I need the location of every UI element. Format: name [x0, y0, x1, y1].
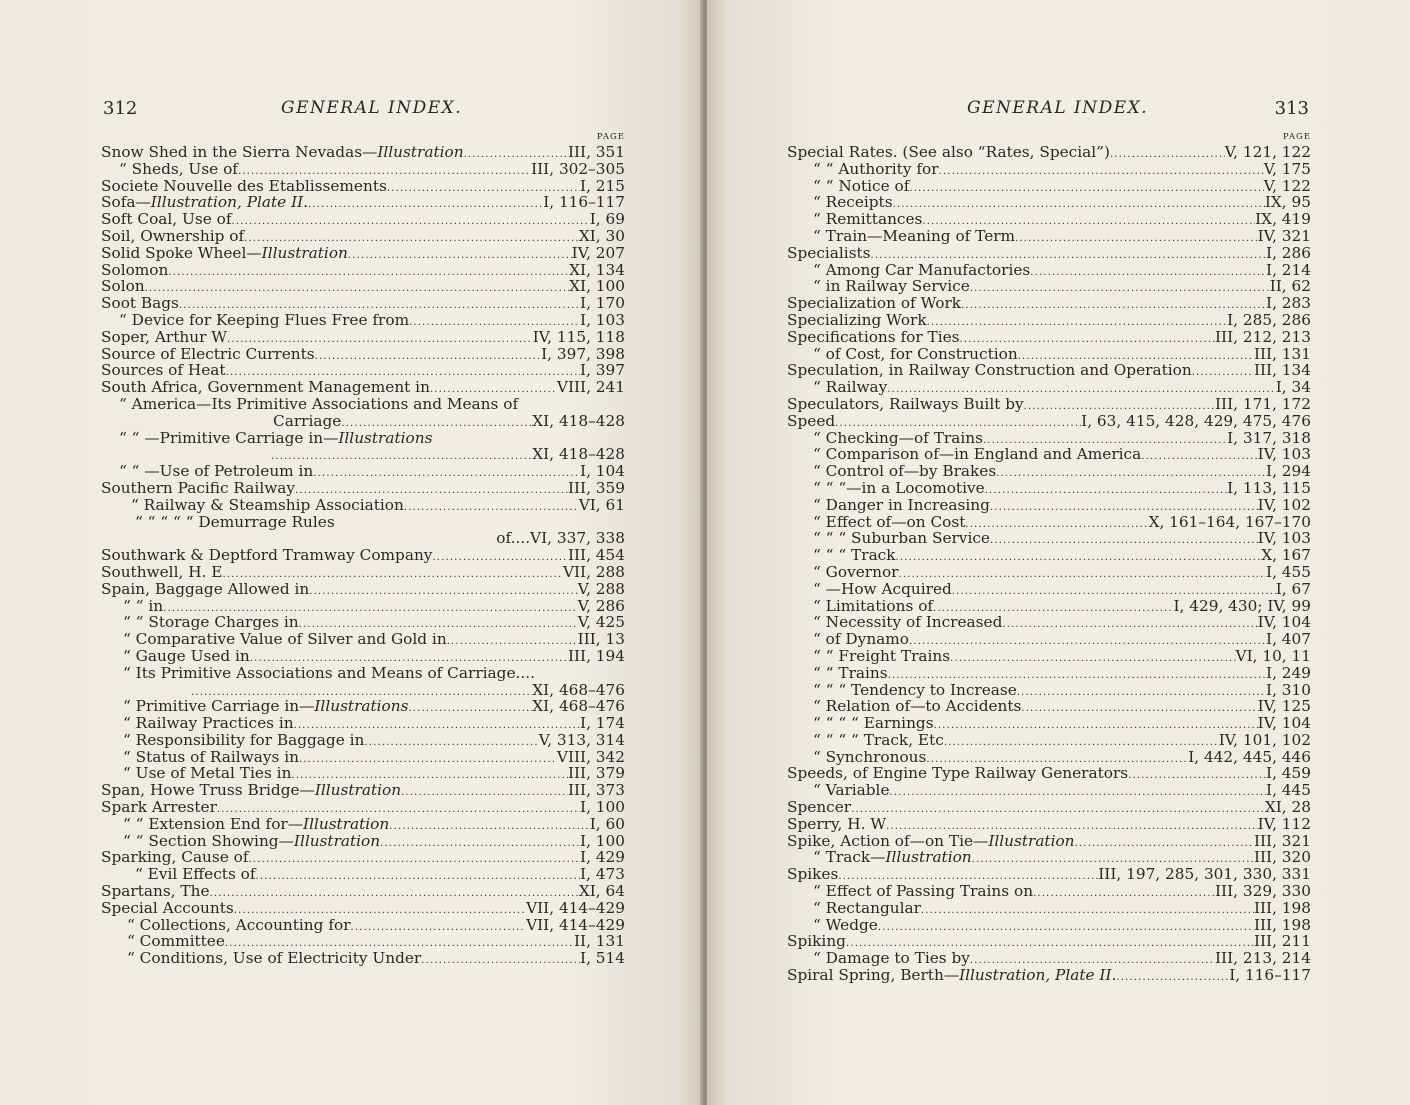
entry-term: Special Accounts [101, 898, 234, 917]
entry-term: Southern Pacific Railway [101, 478, 296, 497]
index-entry [787, 463, 1311, 480]
running-title: GENERAL INDEX. [967, 98, 1149, 118]
entry-term: “ Effect of—on Cost [813, 512, 966, 531]
entry-reference: III, 211 [1253, 932, 1311, 951]
index-entry [787, 295, 1311, 312]
entry-term: “ Relation of—to Accidents [813, 697, 1022, 716]
index-entry [787, 379, 1311, 396]
entry-term: “ —How Acquired [813, 579, 952, 598]
entry-term: Snow Shed in the Sierra Nevadas—Illustration [101, 143, 464, 161]
entry-term: “ Primitive Carriage in—Illustrations [123, 697, 409, 716]
entry-term: “ “ in [123, 596, 164, 615]
index-entry [101, 547, 625, 564]
entry-reference: I, 459 [1266, 764, 1311, 783]
entry-term: Soot Bags [101, 294, 179, 313]
left-page [0, 0, 703, 1105]
index-entry [787, 765, 1311, 782]
entry-term: “ Comparative Value of Silver and Gold in [123, 630, 447, 649]
index-entry [787, 413, 1311, 430]
running-title: GENERAL INDEX. [281, 98, 463, 118]
entry-reference: III, 213, 214 [1215, 949, 1311, 968]
entry-term: “ Rectangular [813, 898, 921, 917]
entry-term: “ Limitations of [813, 596, 934, 615]
entry-term: “ “ Trains [813, 663, 888, 682]
entry-reference: I, 473 [580, 865, 625, 884]
entry-term: “ Track—Illustration [813, 848, 972, 867]
index-entry [101, 933, 625, 950]
entry-reference: III, 197, 285, 301, 330, 331 [1098, 865, 1311, 884]
entry-term: Spartans, The [101, 882, 210, 901]
entry-reference: V, 313, 314 [538, 730, 625, 749]
index-entry [787, 194, 1311, 211]
entry-term: “ Variable [813, 781, 890, 800]
entry-reference: IV, 103 [1257, 445, 1311, 464]
index-entry [101, 480, 625, 497]
entry-reference: VI, 10, 11 [1235, 646, 1311, 665]
index-entry-line: “ Its Primitive Associations and Means of Carriage.... [123, 663, 535, 682]
index-entry [101, 228, 625, 245]
index-entry-line: “ “ —Primitive Carriage in—Illustrations [119, 428, 433, 447]
entry-reference: V, 122 [1263, 176, 1311, 195]
index-entry [787, 799, 1311, 816]
entry-term: Soper, Arthur W [101, 327, 227, 346]
index-entry: . . . XI, 468–476 [101, 682, 625, 699]
entry-term: Sperry, H. W [787, 814, 887, 833]
index-entry [101, 631, 625, 648]
index-entry [787, 648, 1311, 665]
entry-term: “ Committee [127, 932, 225, 951]
entry-reference: III, 194 [567, 646, 625, 665]
entry-reference: I, 174 [580, 714, 625, 733]
index-entry [787, 614, 1311, 631]
index-entry [101, 614, 625, 631]
page-column-label: PAGE [1282, 132, 1311, 142]
index-entry [101, 211, 625, 228]
entry-term: Sparking, Cause of [101, 848, 249, 867]
entry-reference: III, 131 [1253, 344, 1311, 363]
entry-term: “ “ Section Showing—Illustration [123, 831, 381, 850]
entry-reference: I, 116–117 [1229, 966, 1311, 985]
page-number: 313 [1274, 98, 1309, 119]
entry-term: “ Evil Effects of [135, 865, 256, 884]
entry-term: Spain, Baggage Allowed in [101, 579, 310, 598]
entry-reference: IV, 104 [1257, 714, 1311, 733]
entry-term: “ Damage to Ties by [813, 949, 970, 968]
left-index-column [101, 131, 625, 967]
entry-reference: I, 215 [580, 176, 625, 195]
index-entry [787, 530, 1311, 547]
entry-term: “ Railway Practices in [123, 714, 294, 733]
index-entry-line: “ “ “ “ “ Demurrage Rules [135, 512, 335, 531]
entry-reference: V, 175 [1263, 159, 1311, 178]
entry-reference: I, 34 [1275, 378, 1311, 397]
right-page-header [787, 98, 1309, 124]
entry-term: Specialists [787, 243, 871, 262]
entry-reference: IV, 104 [1257, 613, 1311, 632]
index-entry [787, 161, 1311, 178]
index-entry [101, 564, 625, 581]
entry-reference: I, 67 [1275, 579, 1311, 598]
index-entry [101, 782, 625, 799]
index-entry [787, 211, 1311, 228]
entry-reference: III, 198 [1253, 915, 1311, 934]
index-entry [101, 950, 625, 967]
entry-term: Spark Arrester [101, 798, 217, 817]
entry-term: Spike, Action of—on Tie—Illustration [787, 831, 1075, 850]
index-entry [787, 833, 1311, 850]
entry-term: Spencer [787, 798, 852, 817]
index-entry [787, 581, 1311, 598]
entry-term: “ “ Notice of [813, 176, 910, 195]
entry-term: South Africa, Government Management in [101, 378, 430, 397]
index-entry: . . . XI, 418–428 [101, 446, 625, 463]
index-entry [101, 144, 625, 161]
entry-reference: XI, 28 [1264, 798, 1311, 817]
entry-reference: I, 445 [1266, 781, 1311, 800]
entry-term: “ Conditions, Use of Electricity Under [127, 949, 422, 968]
entry-term: “ Train—Meaning of Term [813, 226, 1016, 245]
entry-term: “ Use of Metal Ties in [123, 764, 292, 783]
index-entry [787, 178, 1311, 195]
entry-term: “ Necessity of Increased [813, 613, 1003, 632]
entry-term: Speeds, of Engine Type Railway Generators [787, 764, 1129, 783]
index-entry [101, 765, 625, 782]
entry-reference: I, 63, 415, 428, 429, 475, 476 [1081, 411, 1311, 430]
entry-reference: IV, 103 [1257, 529, 1311, 548]
entry-term: “ “ —Use of Petroleum in [119, 462, 314, 481]
entry-reference: V, 288 [577, 579, 625, 598]
left-page-header [103, 98, 625, 124]
entry-term: “ “ “ “ Earnings [813, 714, 934, 733]
entry-term: Span, Howe Truss Bridge—Illustration [101, 781, 402, 800]
index-entry [787, 346, 1311, 363]
index-entry [787, 312, 1311, 329]
entry-reference: I, 104 [580, 462, 625, 481]
page-column-label: PAGE [596, 132, 625, 142]
index-entry [787, 883, 1311, 900]
entry-reference: VI, 61 [578, 495, 625, 514]
entry-term: Solomon [101, 260, 169, 279]
entry-reference: III, 321 [1253, 831, 1311, 850]
index-entry [787, 278, 1311, 295]
index-entry [787, 262, 1311, 279]
entry-reference: I, 429 [580, 848, 625, 867]
entry-term: Source of Electric Currents [101, 344, 315, 363]
entry-term: “ “ Freight Trains [813, 646, 951, 665]
entry-reference: I, 317, 318 [1227, 428, 1311, 447]
entry-term: Spikes [787, 865, 839, 884]
index-entry [101, 379, 625, 396]
index-entry [787, 362, 1311, 379]
index-entry [101, 799, 625, 816]
leader-dots [421, 950, 580, 970]
index-entry [787, 547, 1311, 564]
entry-reference: III, 212, 213 [1215, 327, 1311, 346]
entry-reference: I, 397, 398 [541, 344, 625, 363]
entry-term: Specializing Work [787, 310, 927, 329]
entry-reference: I, 69 [589, 210, 625, 229]
entry-reference: III, 320 [1253, 848, 1311, 867]
index-entry [101, 816, 625, 833]
index-entry [101, 194, 625, 211]
entry-term: Societe Nouvelle des Etablissements [101, 176, 387, 195]
entry-reference: I, 294 [1266, 462, 1311, 481]
entry-reference: I, 113, 115 [1227, 478, 1311, 497]
index-entry [101, 581, 625, 598]
entry-reference: III, 329, 330 [1215, 882, 1311, 901]
entry-term: “ Checking—of Trains [813, 428, 983, 447]
entry-reference: I, 100 [580, 831, 625, 850]
index-entry [101, 312, 625, 329]
index-entry [787, 900, 1311, 917]
index-entry [787, 967, 1311, 984]
index-entry [787, 917, 1311, 934]
index-entry [101, 329, 625, 346]
entry-term: “ of Cost, for Construction [813, 344, 1018, 363]
index-entry [101, 161, 625, 178]
entry-reference: I, 170 [580, 294, 625, 313]
entry-term: “ Among Car Manufactories [813, 260, 1031, 279]
entry-term: “ Effect of Passing Trains on [813, 882, 1034, 901]
index-entry [101, 648, 625, 665]
entry-reference: VII, 414–429 [526, 898, 625, 917]
entry-term: “ Governor [813, 562, 899, 581]
leader-dots [1116, 967, 1229, 987]
entry-term: “ “ Extension End for—Illustration [123, 814, 390, 833]
entry-reference: I, 514 [580, 949, 625, 968]
index-entry [101, 178, 625, 195]
entry-reference: III, 351 [567, 143, 625, 161]
index-entry [787, 698, 1311, 715]
entry-term: Spiral Spring, Berth—Illustration, Plate II. [787, 966, 1117, 985]
entry-reference: I, 286 [1266, 243, 1311, 262]
entry-term: Sofa—Illustration, Plate II. [101, 193, 309, 212]
entry-reference: IV, 207 [571, 243, 625, 262]
index-entry [101, 866, 625, 883]
entry-term: Sources of Heat [101, 361, 226, 380]
index-entry [787, 665, 1311, 682]
index-entry [101, 917, 625, 934]
entry-reference: I, 100 [580, 798, 625, 817]
index-entry [101, 732, 625, 749]
index-entry: Carriage . . . XI, 418–428 [101, 413, 625, 430]
entry-reference: I, 60 [589, 814, 625, 833]
entry-reference: I, 116–117 [543, 193, 625, 212]
index-entry [101, 262, 625, 279]
entry-reference: I, 249 [1266, 663, 1311, 682]
entry-reference: III, 359 [567, 478, 625, 497]
entry-term: “ Status of Railways in [123, 747, 299, 766]
index-entry [787, 715, 1311, 732]
index-entry [787, 598, 1311, 615]
entry-reference: IX, 419 [1255, 210, 1311, 229]
index-entry [787, 816, 1311, 833]
entry-reference: IV, 115, 118 [532, 327, 625, 346]
index-entry [101, 497, 625, 514]
entry-reference: V, 425 [577, 613, 625, 632]
index-entry-line: “ America—Its Primitive Associations and Means of [119, 394, 519, 413]
index-entry [101, 883, 625, 900]
entry-reference: III, 13 [577, 630, 625, 649]
index-entry [787, 849, 1311, 866]
index-entry [787, 245, 1311, 262]
index-entry [101, 346, 625, 363]
entry-reference: IV, 125 [1257, 697, 1311, 716]
index-entry [787, 866, 1311, 883]
entry-reference: X, 161–164, 167–170 [1148, 512, 1311, 531]
entry-term: “ “ “ Tendency to Increase [813, 680, 1017, 699]
entry-reference: of....VI, 337, 338 [496, 529, 625, 548]
entry-term: “ Receipts [813, 193, 893, 212]
entry-reference: IV, 321 [1257, 226, 1311, 245]
index-entry [787, 480, 1311, 497]
index-entry [787, 329, 1311, 346]
entry-term: Special Rates. (See also “Rates, Special”) [787, 143, 1110, 161]
entry-term: “ “ “—in a Locomotive [813, 478, 985, 497]
entry-term: “ in Railway Service [813, 277, 970, 296]
index-entry [787, 732, 1311, 749]
entry-term: Soil, Ownership of [101, 226, 245, 245]
index-entry [101, 598, 625, 615]
entry-reference: I, 214 [1266, 260, 1311, 279]
index-entry [101, 295, 625, 312]
entry-reference: VII, 414–429 [526, 915, 625, 934]
entry-reference: I, 103 [580, 310, 625, 329]
entry-term: Specifications for Ties [787, 327, 960, 346]
entry-term: “ Remittances [813, 210, 923, 229]
entry-term: Southwell, H. E [101, 562, 223, 581]
entry-reference: V, 121, 122 [1224, 143, 1311, 161]
entry-reference: VII, 288 [562, 562, 625, 581]
entry-term: Solid Spoke Wheel—Illustration [101, 243, 348, 262]
entry-reference: XI, 64 [578, 882, 625, 901]
entry-reference: III, 134 [1253, 361, 1311, 380]
index-entry [787, 497, 1311, 514]
entry-term: “ Comparison of—in England and America [813, 445, 1142, 464]
entry-term: “ Railway & Steamship Association [131, 495, 404, 514]
entry-reference: X, 167 [1261, 546, 1311, 565]
index-entry [787, 950, 1311, 967]
index-entry [787, 228, 1311, 245]
entry-reference: II, 62 [1269, 277, 1311, 296]
entry-reference: I, 442, 445, 446 [1188, 747, 1311, 766]
entry-reference: XI, 100 [569, 277, 625, 296]
right-page [707, 0, 1410, 1105]
entry-reference: XI, 468–476 [532, 697, 625, 716]
index-entry [787, 446, 1311, 463]
entry-term: “ Sheds, Use of [119, 159, 238, 178]
index-entry [787, 682, 1311, 699]
index-entry [787, 749, 1311, 766]
entry-reference: IV, 112 [1257, 814, 1311, 833]
entry-term: “ Danger in Increasing [813, 495, 990, 514]
entry-term: “ Control of—by Brakes [813, 462, 997, 481]
index-entry [101, 900, 625, 917]
index-entry [101, 833, 625, 850]
entry-reference: I, 429, 430; IV, 99 [1173, 596, 1311, 615]
entry-term: Spiking [787, 932, 846, 951]
entry-term: “ “ Storage Charges in [123, 613, 299, 632]
entry-reference: III, 379 [567, 764, 625, 783]
index-entry [101, 698, 625, 715]
right-index-column [787, 131, 1311, 984]
entry-reference: I, 285, 286 [1227, 310, 1311, 329]
entry-reference: IV, 102 [1257, 495, 1311, 514]
entry-reference: I, 310 [1266, 680, 1311, 699]
index-entry [101, 245, 625, 262]
entry-term: “ Wedge [813, 915, 878, 934]
entry-term: Speculation, in Railway Construction and Operation [787, 361, 1192, 380]
entry-reference: VIII, 342 [556, 747, 625, 766]
index-entry [101, 849, 625, 866]
entry-reference: I, 397 [580, 361, 625, 380]
index-entry [101, 749, 625, 766]
entry-reference: I, 455 [1266, 562, 1311, 581]
entry-reference: I, 407 [1266, 630, 1311, 649]
entry-term: “ Collections, Accounting for [127, 915, 351, 934]
index-entry [787, 144, 1311, 161]
entry-term: “ Railway [813, 378, 888, 397]
entry-term: “ Responsibility for Baggage in [123, 730, 365, 749]
entry-reference: IV, 101, 102 [1218, 730, 1311, 749]
index-entry [787, 631, 1311, 648]
leader-dots [404, 497, 579, 517]
entry-reference: I, 283 [1266, 294, 1311, 313]
entry-reference: V, 286 [577, 596, 625, 615]
index-entry [787, 514, 1311, 531]
entry-reference: III, 454 [567, 546, 625, 565]
entry-term: “ “ “ Track [813, 546, 896, 565]
entry-reference: II, 131 [573, 932, 625, 951]
entry-term: “ of Dynamo [813, 630, 910, 649]
index-entry [787, 564, 1311, 581]
entry-term: “ Synchronous [813, 747, 927, 766]
index-entry [101, 715, 625, 732]
entry-term: Southwark & Deptford Tramway Company [101, 546, 433, 565]
entry-term: “ Device for Keeping Flues Free from [119, 310, 410, 329]
index-entry [101, 278, 625, 295]
entry-reference: III, 302–305 [531, 159, 625, 178]
entry-reference: III, 171, 172 [1215, 394, 1311, 413]
index-entry [787, 933, 1311, 950]
entry-term: Speculators, Railways Built by [787, 394, 1024, 413]
entry-reference: IX, 95 [1264, 193, 1311, 212]
entry-term: “ “ Authority for [813, 159, 939, 178]
entry-term: “ “ “ “ Track, Etc [813, 730, 944, 749]
entry-term: Specialization of Work [787, 294, 962, 313]
index-entry [787, 430, 1311, 447]
index-entry [787, 396, 1311, 413]
index-entry [101, 463, 625, 480]
index-entry [101, 362, 625, 379]
entry-term: Solon [101, 277, 145, 296]
page-number: 312 [103, 98, 138, 119]
entry-reference: III, 198 [1253, 898, 1311, 917]
index-entry [787, 782, 1311, 799]
entry-term: Speed [787, 411, 836, 430]
entry-term: Soft Coal, Use of [101, 210, 232, 229]
entry-reference: VIII, 241 [556, 378, 625, 397]
entry-reference: XI, 134 [569, 260, 625, 279]
entry-reference: III, 373 [567, 781, 625, 800]
entry-reference: XI, 30 [578, 226, 625, 245]
entry-term: “ “ “ Suburban Service [813, 529, 990, 548]
entry-term: “ Gauge Used in [123, 646, 250, 665]
